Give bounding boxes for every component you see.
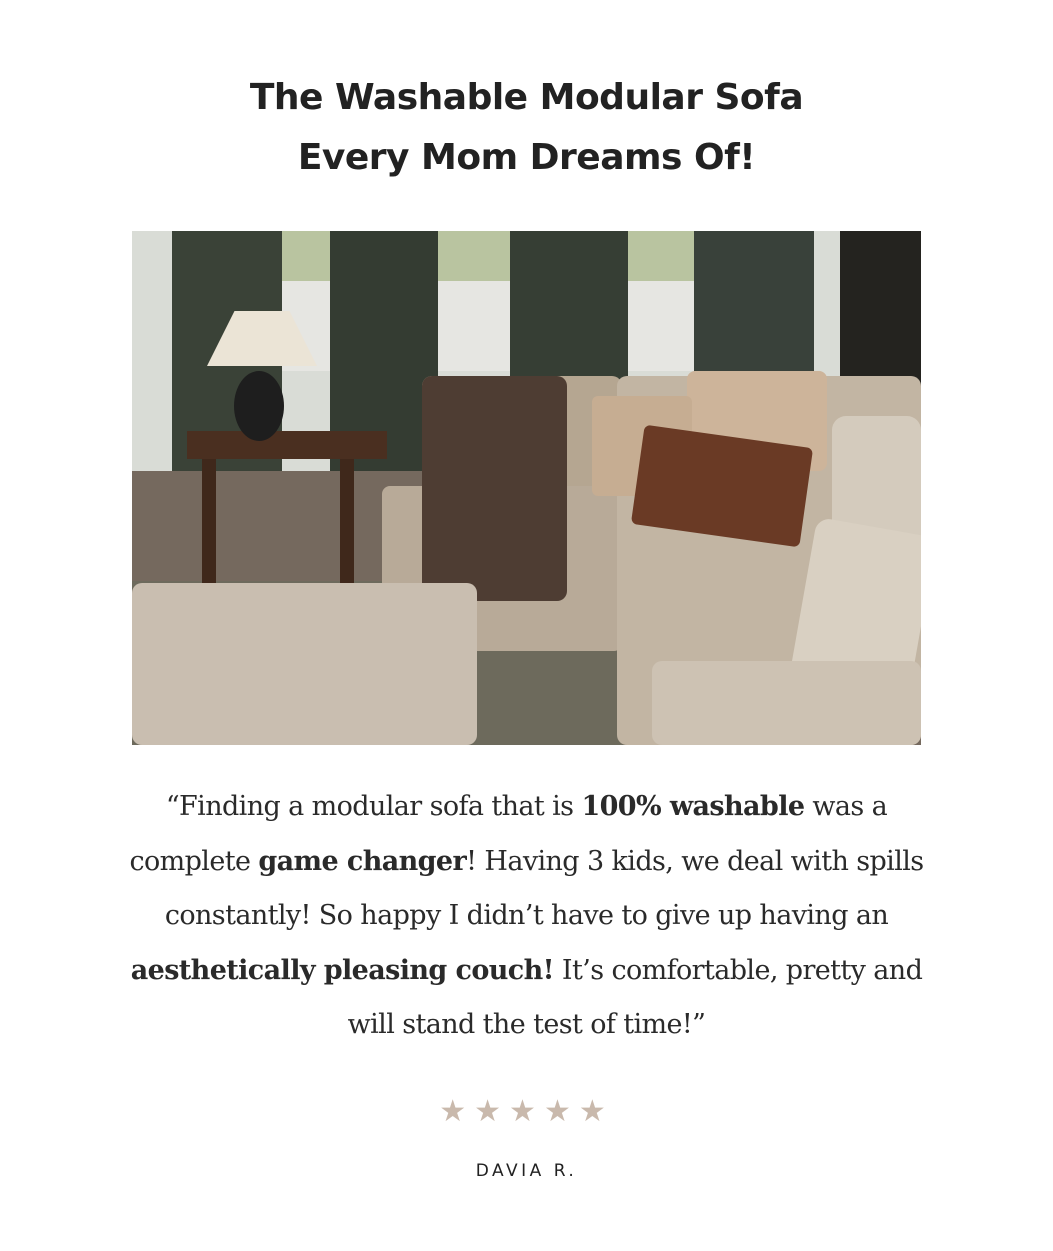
page-title: [0, 68, 1053, 188]
title-line-1: The Washable Modular Sofa: [249, 77, 804, 118]
quote-text: was a complete: [129, 791, 888, 877]
quote-text: It’s comfortable, pretty and will stand the test of time!”: [347, 954, 923, 1040]
sofa-photo: [132, 231, 921, 745]
title-line-2: Every Mom Dreams Of!: [297, 137, 756, 178]
star-icon: ★: [439, 1094, 475, 1129]
quote-highlight: 100% washable: [581, 791, 805, 822]
quote-highlight: aesthetically pleasing couch!: [130, 954, 554, 986]
testimonial-quote: [120, 780, 933, 1053]
star-icon: ★: [509, 1094, 544, 1129]
star-icon: ★: [474, 1094, 510, 1129]
reviewer-name: DAVIA R.: [475, 1161, 578, 1181]
star-icon: ★: [543, 1094, 579, 1129]
star-icon: ★: [578, 1094, 614, 1129]
quote-text: “Finding a modular sofa that is: [165, 791, 582, 822]
quote-text: ! Having 3 kids, we deal with spills constantly! So happy I didn’t have to give up having an: [164, 845, 924, 931]
star-rating: [0, 1094, 1053, 1129]
quote-highlight: game changer: [258, 845, 467, 877]
